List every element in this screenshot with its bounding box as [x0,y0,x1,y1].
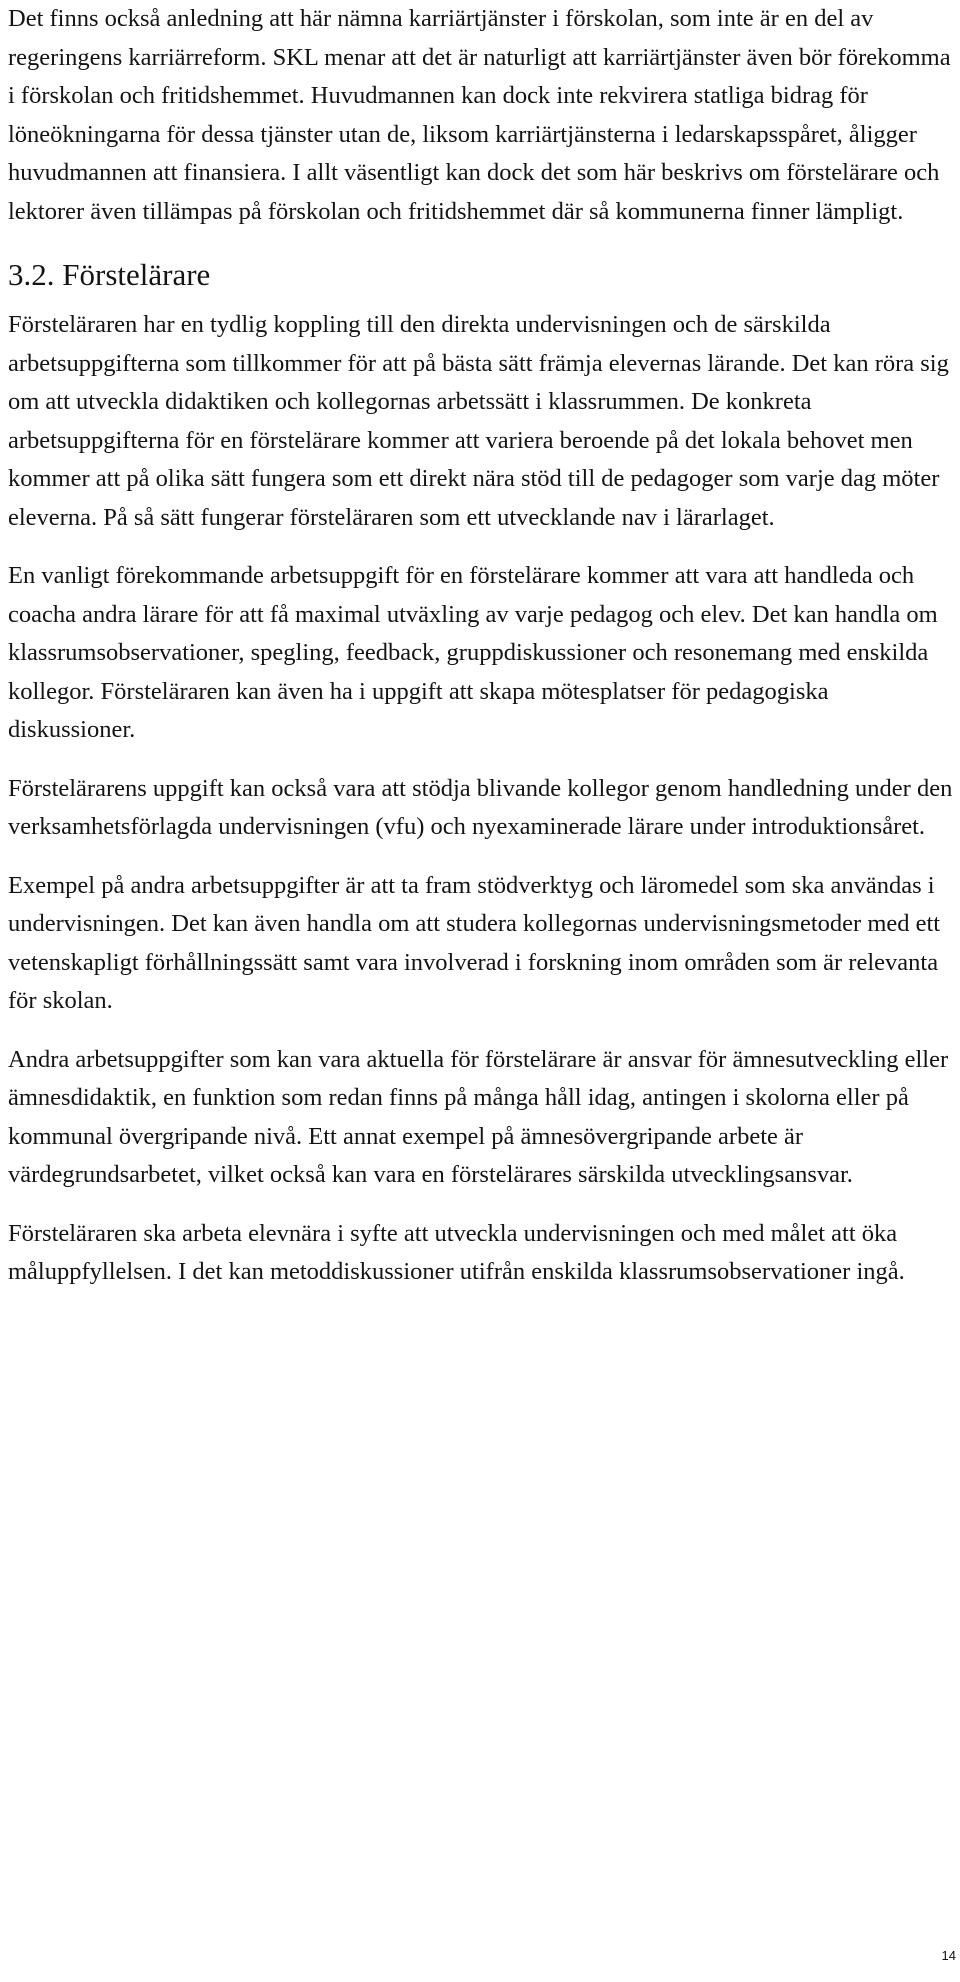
body-paragraph-subject-development: Andra arbetsuppgifter som kan vara aktuella för förstelärare är ansvar för ämnesutveckling eller ämnesdidaktik, en funktion som redan finns på många håll idag, antingen i skolorna eller på kommunal övergripande nivå. Ett annat exempel på ämnesövergripande arbete är värdegrundsarbetet, vilket också kan vara en förstelärares särskilda utvecklingsansvar. [8,1045,949,1188]
document-page [8,0,954,1312]
page-number: 14 [941,1948,956,1963]
body-paragraph-mentoring: Förstelärarens uppgift kan också vara att stödja blivande kollegor genom handledning under den verksamhetsförlagda undervisningen (vfu) och nyexaminerade lärare under introduktionsåret. [8,774,953,840]
body-paragraph-coaching: En vanligt förekommande arbetsuppgift för en förstelärare kommer att vara att handleda och coacha andra lärare för att få maximal utväxling av varje pedagog och elev. Det kan handla om klassrumsobservationer, spegling, feedback, gruppdiskussioner och resonemang med enskilda kollegor. Försteläraren kan även ha i uppgift att skapa mötesplatser för pedagogiska diskussioner. [8,562,938,743]
section-heading: 3.2. Förstelärare [8,257,211,292]
intro-paragraph: Det finns också anledning att här nämna karriärtjänster i förskolan, som inte är en del av regeringens karriärreform. SKL menar att det är naturligt att karriärtjänster även bör förekomma i förskolan och fritidshemmet. Huvudmannen kan dock inte rekvirera statliga bidrag för löneökningarna för dessa tjänster utan de, liksom karriärtjänsterna i ledarskapsspåret, åligger huvudmannen att finansiera. I allt väsentligt kan dock det som här beskrivs om förstelärare och lektorer även tillämpas på förskolan och fritidshemmet där så kommunerna finner lämpligt. [8,5,951,225]
body-paragraph-role: Försteläraren har en tydlig koppling till den direkta undervisningen och de särskilda arbetsuppgifterna som tillkommer för att på bästa sätt främja elevernas lärande. Det kan röra sig om att utveckla didaktiken och kollegornas arbetssätt i klassrummen. De konkreta arbetsuppgifterna för en förstelärare kommer att variera beroende på det lokala behovet men kommer att på olika sätt fungera som ett direkt nära stöd till de pedagoger som varje dag möter eleverna. På så sätt fungerar försteläraren som ett utvecklande nav i lärarlaget. [8,311,949,531]
body-paragraph-student-focus: Försteläraren ska arbeta elevnära i syfte att utveckla undervisningen och med målet att öka måluppfyllelsen. I det kan metoddiskussioner utifrån enskilda klassrumsobservationer ingå. [8,1219,905,1285]
body-paragraph-examples: Exempel på andra arbetsuppgifter är att ta fram stödverktyg och läromedel som ska användas i undervisningen. Det kan även handla om att studera kollegornas undervisningsmetoder med ett vetenskapligt förhållningssätt samt vara involverad i forskning inom områden som är relevanta för skolan. [8,871,941,1014]
